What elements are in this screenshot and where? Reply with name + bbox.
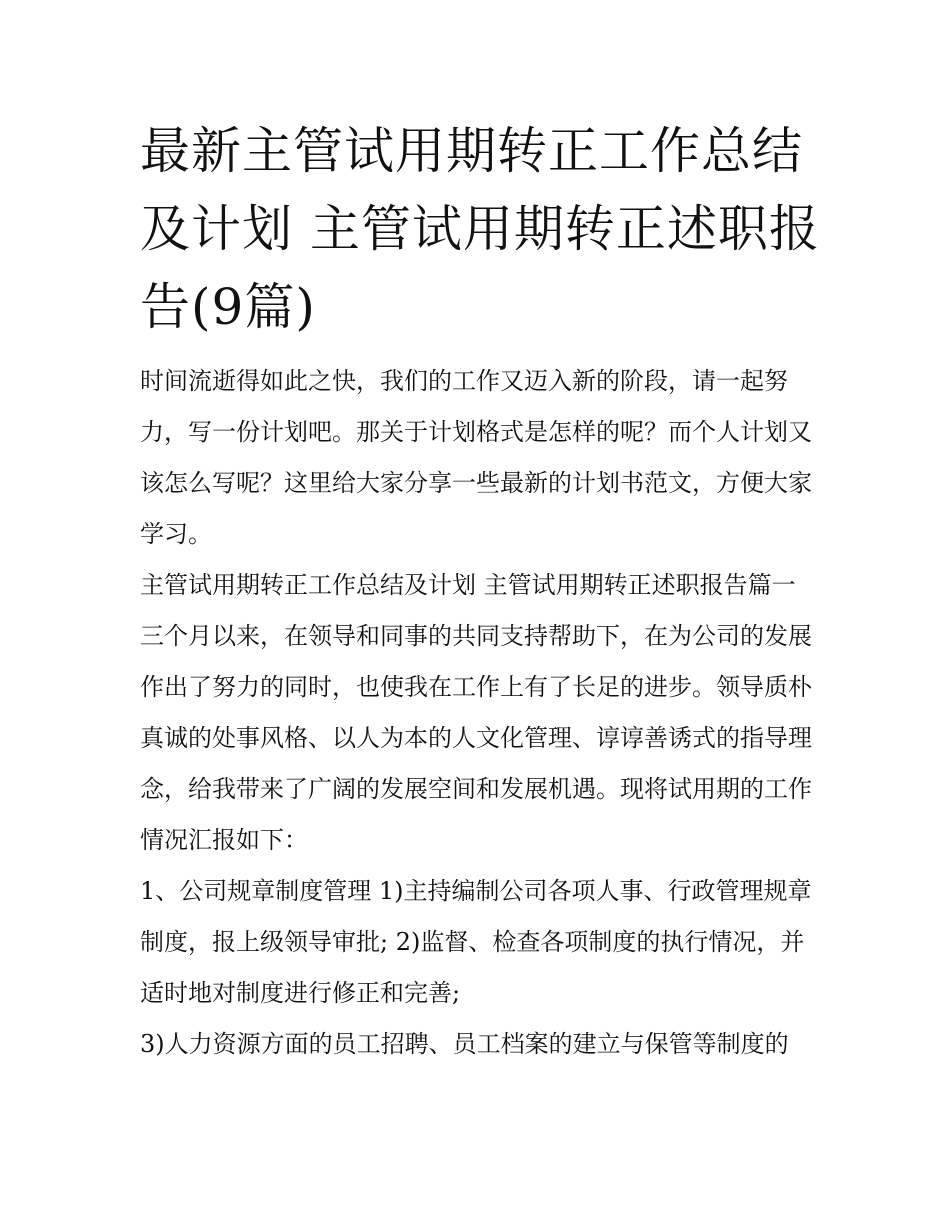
body-paragraph: 三个月以来，在领导和同事的共同支持帮助下，在为公司的发展作出了努力的同时，也使我在工作上有了长足的进步。领导质朴真诚的处事风格、以人为本的人文化管理、谆谆善诱式的指导理念，给我带来了广阔的发展空间和发展机遇。现将试用期的工作情况汇报如下：: [140, 622, 812, 854]
intro-paragraph: 时间流逝得如此之快，我们的工作又迈入新的阶段，请一起努力，写一份计划吧。那关于计划格式是怎样的呢？而个人计划又该怎么写呢？这里给大家分享一些最新的计划书范文，方便大家学习。: [140, 367, 812, 548]
list-item-paragraph: 3)人力资源方面的员工招聘、员工档案的建立与保管等制度的: [140, 1030, 789, 1058]
section-heading: 主管试用期转正工作总结及计划 主管试用期转正述职报告篇一: [140, 571, 796, 599]
document-body: [140, 356, 820, 1070]
list-item-paragraph: 1、公司规章制度管理 1)主持编制公司各项人事、行政管理规章制度，报上级领导审批; 2)监督、检查各项制度的执行情况，并适时地对制度进行修正和完善;: [140, 877, 812, 1007]
document-title: 最新主管试用期转正工作总结及计划 主管试用期转正述职报告(9篇): [140, 122, 820, 336]
